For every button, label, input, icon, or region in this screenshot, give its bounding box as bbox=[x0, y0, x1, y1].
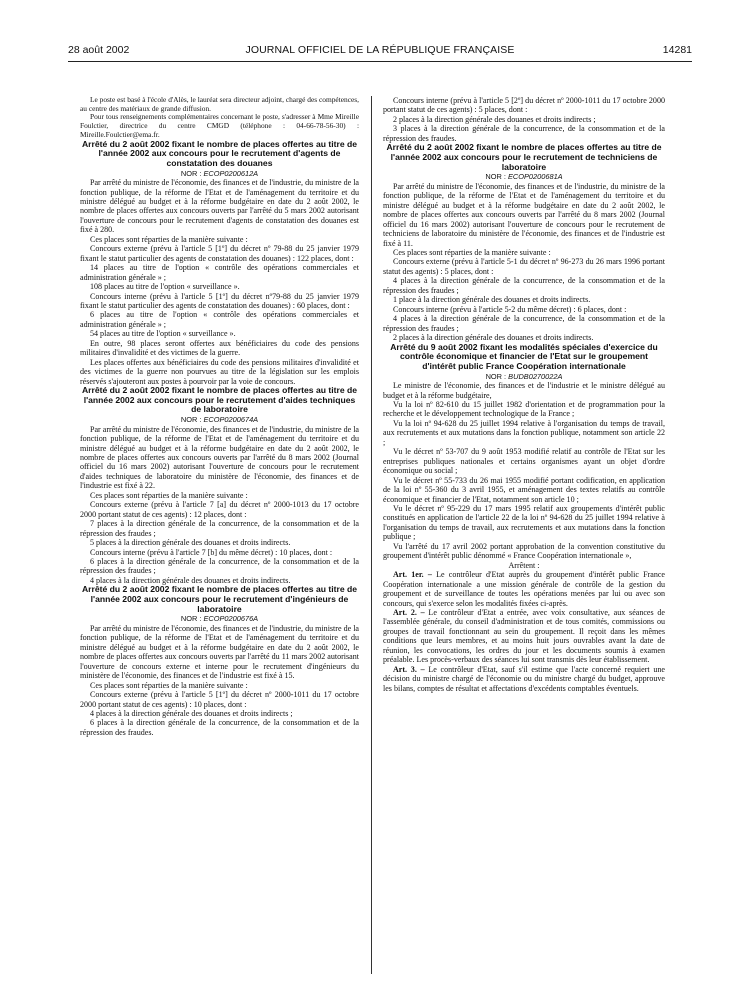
nor-code: ECOP0200674A bbox=[203, 415, 259, 425]
paragraph: 4 places à la direction générale de la concurrence, de la consommation et de la répression des fraudes ; bbox=[383, 276, 665, 295]
paragraph: 3 places à la direction générale de la concurrence, de la consommation et de la répression des fraudes. bbox=[383, 124, 665, 143]
paragraph: Vu le décret nº 55-733 du 26 mai 1955 modifié portant codification, en application de la loi nº 55-360 du 3 avril 1955, et aménagement des textes relatifs au contrôle économique et financier de l'Etat, notamment son article 10 ; bbox=[383, 475, 665, 504]
paragraph: 7 places à la direction générale de la concurrence, de la consommation et de la répression des fraudes ; bbox=[80, 519, 359, 538]
decree-section bbox=[80, 386, 359, 585]
decree-section bbox=[80, 140, 359, 387]
column-divider bbox=[371, 96, 372, 974]
paragraph: Ces places sont réparties de la manière suivante : bbox=[90, 490, 248, 500]
decree-section bbox=[383, 343, 665, 694]
paragraph: Ces places sont réparties de la manière suivante : bbox=[90, 234, 248, 244]
intro-paragraph: Le poste est basé à l'école d'Alès, le lauréat sera directeur adjoint, chargé des compétences, au centre des matériaux de grande diffusion. bbox=[80, 95, 359, 113]
paragraph: 1 place à la direction générale des douanes et droits indirects. bbox=[393, 295, 591, 305]
paragraph: Par arrêté du ministre de l'économie, des finances et de l'industrie, du ministre de la fonction publique, de la réforme de l'Etat et de l'aménagement du territoire et du ministre délégué au budget et à la réforme budgétaire en date du 2 août 2002, le nombre de places offertes aux concours ouverts par l'arrêté du 5 mars 2002 autorisant l'ouverture de concours pour le recrutement d'agents de constatation des douanes est fixé à 280. bbox=[80, 178, 359, 235]
right-column bbox=[383, 96, 665, 693]
nor-label: NOR : bbox=[180, 415, 202, 425]
paragraph: 4 places à la direction générale de la concurrence, de la consommation et de la répression des fraudes ; bbox=[383, 314, 665, 333]
nor-reference bbox=[80, 614, 359, 623]
paragraph: Vu le décret nº 53-707 du 9 août 1953 modifié relatif au contrôle de l'Etat sur les entreprises publiques nationales et certains organismes ayant un objet d'ordre économique ou social ; bbox=[383, 447, 665, 476]
paragraph: 14 places au titre de l'option « contrôle des opérations commerciales et administration générale » ; bbox=[80, 263, 359, 282]
paragraph: Vu l'arrêté du 17 avril 2002 portant approbation de la convention constitutive du groupement d'intérêt public dénommé « France Coopération internationale », bbox=[383, 541, 665, 561]
paragraph: Ces places sont réparties de la manière suivante : bbox=[90, 680, 248, 690]
article-text: Le contrôleur d'Etat a entrée, avec voix consultative, aux séances de l'assemblée générale, du conseil d'administration et de tous comités, commissions ou groupes de travail fonctionnant au sein du groupement. Il reçoit dans les mêmes conditions que leurs membres, et au moins huit jours ouvrables avant la date de réunion, les convocations, les ordres du jour et les documents soumis à examen préalable. Les procès-verbaux des séances lui sont transmis dès leur établissement. bbox=[383, 607, 665, 665]
paragraph: Concours externe (prévu à l'article 5 [1º] du décret nº 79-88 du 25 janvier 1979 fixant le statut particulier des agents de constatation des douanes) : 122 places, dont : bbox=[80, 244, 359, 263]
left-column bbox=[80, 96, 359, 737]
continued-section bbox=[383, 96, 665, 143]
paragraph: Concours interne (prévu à l'article 5 [2º] du décret nº 2000-1011 du 17 octobre 2000 portant statut de ces agents) : 5 places, dont : bbox=[383, 96, 665, 115]
article bbox=[383, 665, 665, 693]
paragraph: 54 places au titre de l'option « surveillance ». bbox=[90, 329, 236, 339]
paragraph: Par arrêté du ministre de l'économie, des finances et de l'industrie, du ministre de la fonction publique, de la réforme de l'Etat et de l'aménagement du territoire et du ministre délégué au budget et à la réforme budgétaire en date du 2 août 2002, le nombre de places offertes aux concours ouverts par l'arrêté du 11 mars 2002 autorisant l'ouverture de concours externe et interne pour le recrutement d'ingénieurs du ministère de l'économie, des finances et de l'industrie est fixé à 15. bbox=[80, 623, 359, 681]
paragraph: Concours externe (prévu à l'article 7 [a] du décret nº 2000-1013 du 17 octobre 2000 portant statut de ces agents) : 12 places, dont : bbox=[80, 500, 359, 519]
article-label: Art. 3. – bbox=[393, 664, 425, 674]
paragraph: 108 places au titre de l'option « surveillance ». bbox=[90, 282, 240, 292]
paragraph: Les places offertes aux bénéficiaires du code des pensions militaires d'invalidité et des victimes de la guerre non pourvues au titre de la législation sur les emplois réservés s'ajouteront aux postes à pourvoir par la voie de concours. bbox=[80, 357, 359, 386]
paragraph: Concours interne (prévu à l'article 5 [1º] du décret nº79-88 du 25 janvier 1979 fixant le statut particulier des agents de constatation des douanes) : 60 places, dont : bbox=[80, 291, 359, 310]
paragraph: Concours externe (prévu à l'article 5 [1º] du décret nº 2000-1011 du 17 octobre 2000 portant statut de ces agents) : 10 places, dont : bbox=[80, 690, 359, 709]
nor-label: NOR : bbox=[485, 371, 507, 381]
paragraph: 5 places à la direction générale des douanes et droits indirects. bbox=[90, 538, 291, 548]
nor-code: BUDB0270022A bbox=[508, 371, 563, 381]
paragraph: 4 places à la direction générale des douanes et droits indirects. bbox=[90, 575, 291, 585]
decree-section bbox=[383, 143, 665, 342]
nor-label: NOR : bbox=[180, 168, 202, 178]
paragraph: Par arrêté du ministre de l'économie, des finances et de l'industrie, du ministre de la fonction publique, de la réforme de l'Etat et de l'aménagement du territoire et du ministre délégué au budget et à la réforme budgétaire en date du 2 août 2002, le nombre de places offertes aux concours ouverts par l'arrêté du 8 mars 2002 (Journal officiel du 16 mars 2002) autorisant l'ouverture de concours pour le recrutement d'aides techniques de laboratoire du ministère de l'économie, des finances et de l'industrie est fixé à 22. bbox=[80, 424, 359, 491]
paragraph: Concours interne (prévu à l'article 5-2 du même décret) : 6 places, dont : bbox=[393, 304, 627, 314]
decree-title: Arrêté du 2 août 2002 fixant le nombre de places offertes au titre de l'année 2002 aux concours pour le recrutement d'aides techniques de laboratoire bbox=[81, 385, 358, 415]
nor-code: ECOP0200676A bbox=[203, 614, 259, 624]
article-text: Le contrôleur d'Etat, sauf s'il estime que l'acte concerné requiert une décision du ministre chargé de l'économie ou du ministre chargé du budget, approuve les bilans, comptes de résultat et affectations d'excédents comptables éventuels. bbox=[383, 664, 666, 693]
nor-reference bbox=[383, 172, 665, 181]
intro-paragraph: Pour tous renseignements complémentaires concernant le poste, s'adresser à Mme Mireille Foulctier, directrice du centre CMGD (téléphone : 04-66-78-56-30) : Mireille.Foulctier@ema.fr. bbox=[80, 112, 359, 139]
decree-section bbox=[80, 585, 359, 737]
paragraph: 6 places à la direction générale de la concurrence, de la consommation et de la répression des fraudes. bbox=[80, 718, 359, 737]
decree-title: Arrêté du 9 août 2002 fixant les modalités spéciales d'exercice du contrôle économique et financier de l'Etat sur le groupement d'intérêt public France Coopération internationale bbox=[390, 341, 658, 371]
page-header bbox=[68, 44, 692, 60]
paragraph: Vu la loi nº 94-628 du 25 juillet 1994 relative à l'organisation du temps de travail, aux recrutements et aux mutations dans la fonction publique, notamment son article 22 ; bbox=[383, 418, 665, 447]
intro-notice bbox=[80, 96, 359, 140]
paragraph: Concours externe (prévu à l'article 5-1 du décret nº 96-273 du 26 mars 1996 portant statut des agents) : 5 places, dont : bbox=[383, 257, 665, 276]
decree-title: Arrêté du 2 août 2002 fixant le nombre de places offertes au titre de l'année 2002 aux concours pour le recrutement d'agents de constatation des douanes bbox=[81, 138, 358, 168]
header-date: 28 août 2002 bbox=[68, 44, 130, 56]
paragraph: Ces places sont réparties de la manière suivante : bbox=[393, 248, 551, 257]
paragraph: 2 places à la direction générale des douanes et droits indirects. bbox=[393, 333, 594, 343]
header-rule bbox=[68, 61, 692, 62]
paragraph: En outre, 98 places seront offertes aux bénéficiaires du code des pensions militaires d'invalidité et des victimes de la guerre. bbox=[80, 338, 359, 358]
article bbox=[383, 570, 665, 608]
paragraph: Vu le décret nº 95-229 du 17 mars 1995 relatif aux groupements d'intérêt public constitués en application de l'article 22 de la loi nº 94-628 du 25 juillet 1994 relative à l'organisation du temps de travail, aux recrutements et aux mutations dans la fonction publique ; bbox=[383, 503, 665, 542]
nor-reference bbox=[80, 169, 359, 178]
header-page-number: 14281 bbox=[662, 44, 692, 56]
paragraph: 6 places à la direction générale de la concurrence, de la consommation et de la répression des fraudes ; bbox=[80, 556, 359, 576]
article-label: Art. 2. – bbox=[393, 607, 425, 617]
paragraph: 2 places à la direction générale des douanes et droits indirects ; bbox=[393, 114, 596, 124]
decree-title: Arrêté du 2 août 2002 fixant le nombre de places offertes au titre de l'année 2002 aux concours pour le recrutement d'ingénieurs de laboratoire bbox=[81, 584, 358, 614]
paragraph: 6 places au titre de l'option « contrôle des opérations commerciales et administration générale » ; bbox=[80, 310, 359, 329]
article-label: Art. 1er. – bbox=[393, 570, 432, 580]
article bbox=[383, 608, 665, 665]
nor-reference bbox=[80, 415, 359, 424]
nor-label: NOR : bbox=[180, 614, 202, 624]
nor-label: NOR : bbox=[485, 172, 506, 182]
paragraph: Vu la loi nº 82-610 du 15 juillet 1982 d'orientation et de programmation pour la recherche et le développement technologique de la France ; bbox=[383, 400, 665, 419]
nor-code: ECOP0200612A bbox=[203, 168, 259, 178]
paragraph: Par arrêté du ministre de l'économie, des finances et de l'industrie, du ministre de la fonction publique, de la réforme de l'Etat et de l'aménagement du territoire et du ministre délégué au budget et à la réforme budgétaire en date du 2 août 2002, le nombre de places offertes aux concours ouverts par l'arrêté du 8 mars 2002 (Journal officiel du 16 mars 2002) autorisant l'ouverture de concours pour le recrutement de techniciens de laboratoire du ministère de l'économie, des finances et de l'industrie est fixé à 11. bbox=[383, 181, 665, 248]
nor-reference bbox=[383, 372, 665, 381]
header-journal-title: JOURNAL OFFICIEL DE LA RÉPUBLIQUE FRANÇAISE bbox=[245, 44, 515, 56]
nor-code: ECOP0200681A bbox=[507, 172, 563, 182]
paragraph: Le ministre de l'économie, des finances et de l'industrie et le ministre délégué au budget et à la réforme budgétaire, bbox=[383, 381, 665, 400]
paragraph: Concours interne (prévu à l'article 7 [b] du même décret) : 10 places, dont : bbox=[90, 547, 333, 557]
arretent-heading: Arrêtent : bbox=[508, 560, 540, 570]
article-text: Le contrôleur d'Etat auprès du groupement d'intérêt public France Coopération internationale a une mission générale de contrôle de la gestion du groupement et de surveillance de toutes les opérations menées par lui ou avec son concours, qui s'exerce selon les modalités fixées ci-après. bbox=[383, 570, 665, 608]
decree-title: Arrêté du 2 août 2002 fixant le nombre de places offertes au titre de l'année 2002 aux concours pour le recrutement de techniciens de laboratoire bbox=[386, 142, 662, 172]
paragraph: 4 places à la direction générale des douanes et droits indirects ; bbox=[90, 708, 293, 718]
